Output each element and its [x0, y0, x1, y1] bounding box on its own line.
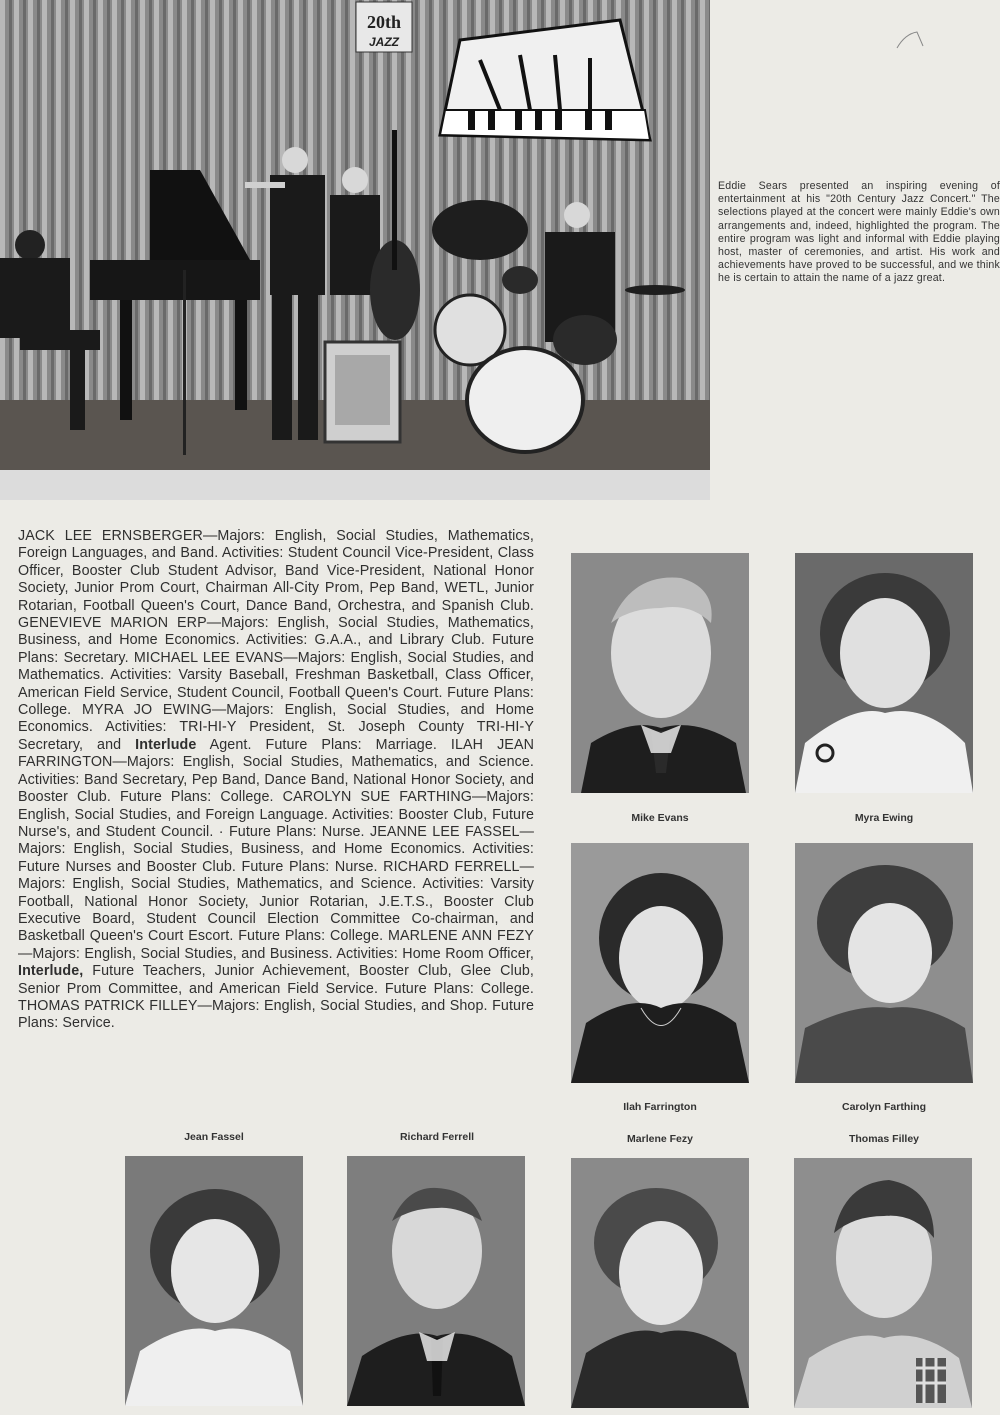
caption-mike-evans: Mike Evans: [631, 812, 689, 824]
pencil-mark: [895, 30, 925, 50]
caption-myra-ewing: Myra Ewing: [854, 812, 914, 824]
portrait-carolyn-farthing: [795, 843, 973, 1083]
bio-part-1: JACK LEE ERNSBERGER—Majors: English, Social Studies, Mathematics, Foreign Languages, and Band. Activities: Student Council Vice-President, Class Officer, Booster Club Student Advisor, Band Vice-President, National Honor Society, Junior Prom Court, Chairman All-City Prom, Pep Band, WETL, Junior Rotarian, Football Queen's Court, Dance Band, Orchestra, and Spanish Club. GENEVIEVE MARION ERP—Majors: English, Social Studies, Mathematics, Business, and Home Economics. Activities: G.A.A., and Library Club. Future Plans: Secretary. MICHAEL LEE EVANS—Majors: English, Social Studies, and Mathematics. Activities: Varsity Baseball, Freshman Basketball, Class Officer, American Field Service, Student Council, Football Queen's Court. Future Plans: College. MYRA JO EWING—Majors: English, Social Studies, and Home Economics. Activities: TRI-HI-Y President, St. Joseph County TRI-HI-Y Secretary, and: [18, 528, 534, 753]
jazz-concert-photo: [0, 0, 710, 500]
portrait-myra-ewing: [795, 553, 973, 793]
caption-carolyn-farthing: Carolyn Farthing: [841, 1101, 926, 1113]
bio-part-3: Future Teachers, Junior Achievement, Booster Club, Glee Club, Senior Prom Committee, and American Field Service. Future Plans: College. THOMAS PATRICK FILLEY—Majors: English, Social Studies, and Shop. Future Plans: Service.: [18, 963, 534, 1032]
senior-biographies: [18, 528, 534, 1033]
caption-richard-ferrell: Richard Ferrell: [399, 1131, 475, 1143]
portrait-marlene-fezy: [571, 1158, 749, 1408]
concert-caption: Eddie Sears presented an inspiring evening of entertainment at his "20th Century Jazz Concert." The selections played at the concert were mainly Eddie's own arrangements and, indeed, highlighted the program. The entire program was light and informal with Eddie playing host, master of ceremonies, and artist. His work and achievements have proved to be successful, and we think he is certain to attain the name of a jazz great.: [718, 180, 1000, 285]
portrait-thomas-filley: [794, 1158, 972, 1408]
interlude-bold-2: Interlude,: [18, 963, 84, 980]
portrait-ilah-farrington: [571, 843, 749, 1083]
banner-jazz: JAZZ: [369, 35, 399, 49]
banner-20th: 20th: [366, 12, 402, 32]
caption-ilah-farrington: Ilah Farrington: [623, 1101, 697, 1113]
bio-part-2: Agent. Future Plans: Marriage. ILAH JEAN FARRINGTON—Majors: English, Social Studies, Mathematics, and Science. Activities: Band Secretary, Pep Band, Dance Band, National Honor Society, and Booster Club. Future Plans: College. CAROLYN SUE FARTHING—Majors: English, Social Studies, and Foreign Language. Activities: Booster Club, Future Nurse's, and Student Council. · Future Plans: Nurse. JEANNE LEE FASSEL—Majors: English, Social Studies, Business, and Home Economics. Activities: Future Nurses and Booster Club. Future Plans: Nurse. RICHARD FERRELL—Majors: English, Social Studies, Mathematics, and Science. Activities: Varsity Football, National Honor Society, Junior Rotarian, J.E.T.S., Booster Club Executive Board, Student Council Election Committee Co-chairman, and Basketball Queen's Court Escort. Future Plans: College. MARLENE ANN FEZY—Majors: English, Social Studies, and Business. Activities: Home Room Officer,: [18, 736, 535, 962]
interlude-bold-1: Interlude: [135, 736, 197, 753]
portrait-jean-fassel: [125, 1156, 303, 1406]
caption-jean-fassel: Jean Fassel: [184, 1131, 244, 1143]
caption-thomas-filley: Thomas Filley: [848, 1133, 920, 1145]
caption-marlene-fezy: Marlene Fezy: [627, 1133, 693, 1145]
portrait-richard-ferrell: [347, 1156, 525, 1406]
portrait-mike-evans: [571, 553, 749, 793]
